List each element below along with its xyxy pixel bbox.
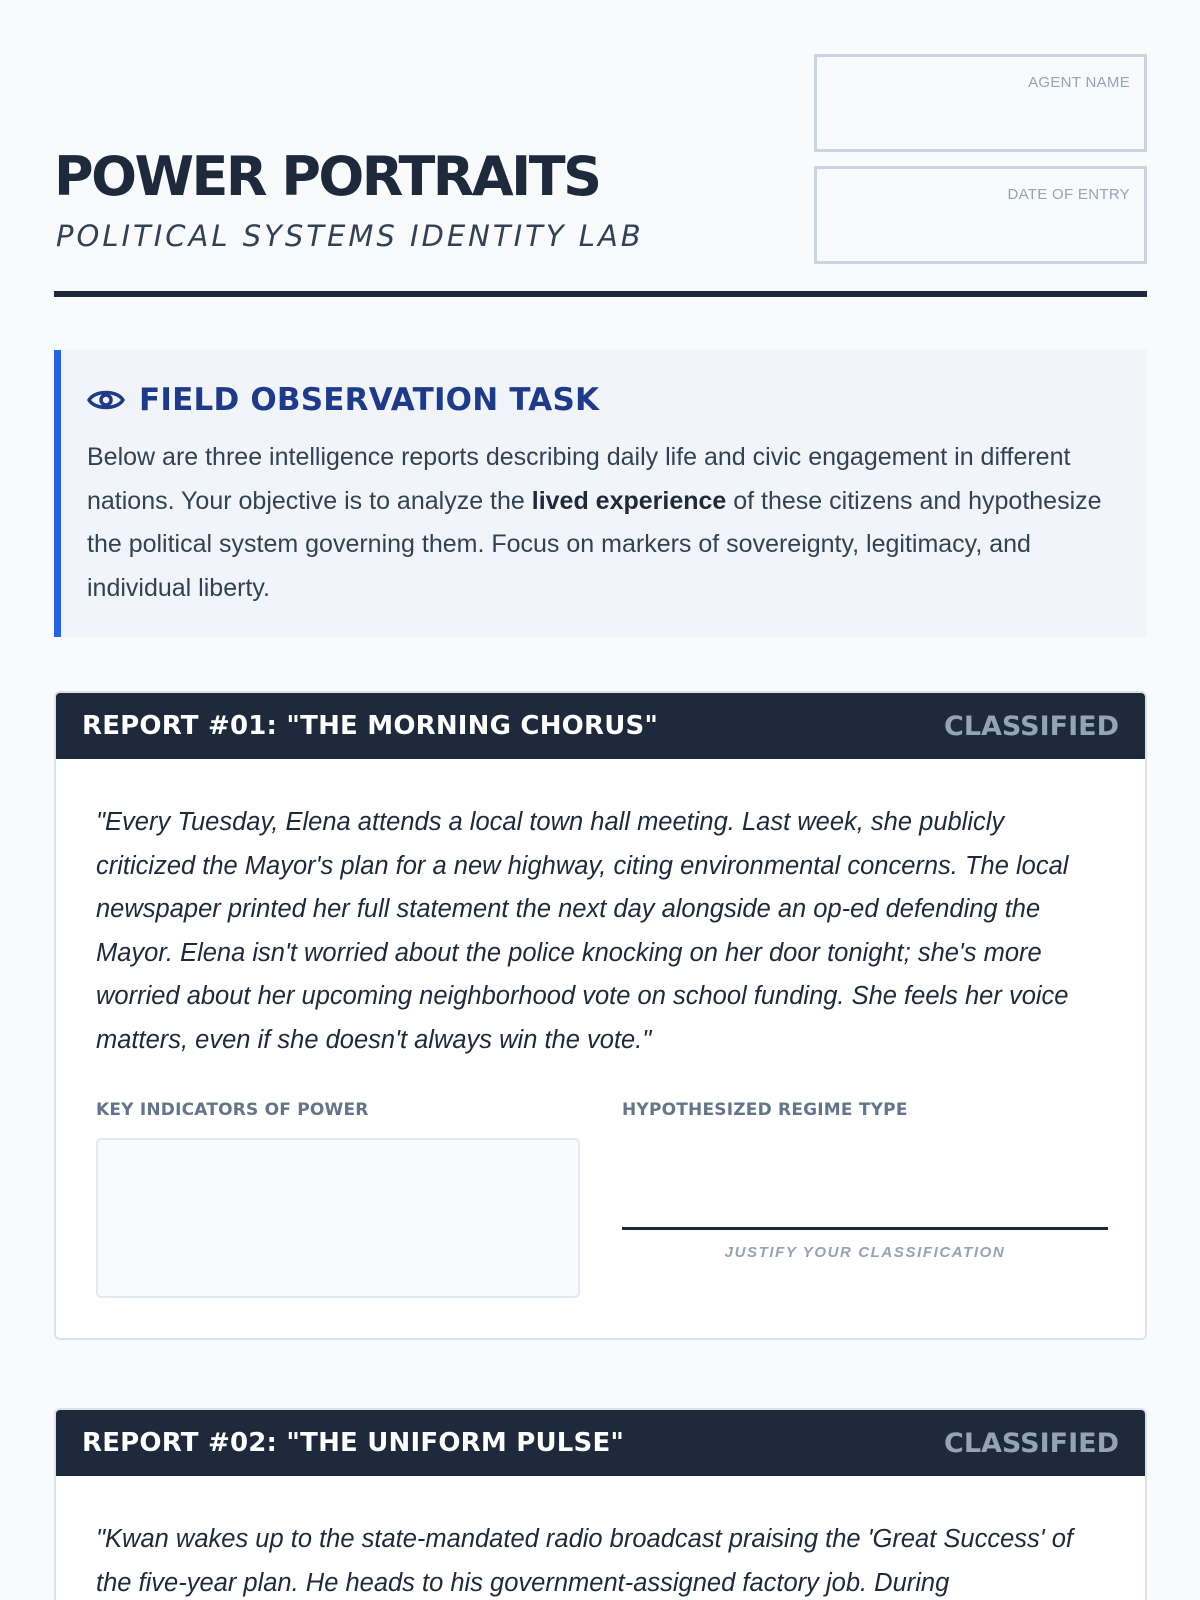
classified-badge: CLASSIFIED: [944, 1427, 1119, 1459]
regime-type-label: HYPOTHESIZED REGIME TYPE: [622, 1100, 908, 1120]
task-instructions: [87, 436, 1121, 610]
report-card-01: [54, 691, 1147, 1340]
task-text-emphasis: lived experience: [531, 486, 727, 515]
task-text-end: of these citizens and hypothesize the political system governing them. Focus on markers of sovereignty, legitimacy, and individual liberty.: [87, 486, 1102, 602]
task-title: FIELD OBSERVATION TASK: [139, 382, 600, 418]
date-of-entry-label: DATE OF ENTRY: [1007, 186, 1130, 203]
report-title: REPORT #01: "THE MORNING CHORUS": [82, 711, 659, 741]
worksheet-page: [54, 0, 1147, 1597]
report-header-bar: [56, 693, 1145, 759]
analysis-fields: [56, 1100, 1145, 1330]
regime-type-input-line[interactable]: [622, 1227, 1108, 1230]
report-title: REPORT #02: "THE UNIFORM PULSE": [82, 1428, 625, 1458]
justify-classification-caption: JUSTIFY YOUR CLASSIFICATION: [724, 1244, 1006, 1261]
page-title: POWER PORTRAITS: [54, 145, 600, 208]
eye-icon: [87, 387, 125, 413]
report-card-02: [54, 1408, 1147, 1600]
header-divider: [54, 291, 1147, 297]
key-indicators-label: KEY INDICATORS OF POWER: [96, 1100, 369, 1120]
field-observation-task: [54, 350, 1147, 637]
report-header-bar: [56, 1410, 1145, 1476]
classified-badge: CLASSIFIED: [944, 710, 1119, 742]
agent-name-label: AGENT NAME: [1028, 74, 1130, 91]
key-indicators-input[interactable]: [96, 1138, 580, 1298]
date-of-entry-field[interactable]: [814, 166, 1147, 264]
task-heading: [87, 380, 1121, 420]
report-quote: "Every Tuesday, Elena attends a local town hall meeting. Last week, she publicly criticized the Mayor's plan for a new highway, citing environmental concerns. The local newspaper printed her full statement the next day alongside an op-ed defending the Mayor. Elena isn't worried about the police knocking on her door tonight; she's more worried about her upcoming neighborhood vote on school funding. She feels her voice matters, even if she doesn't always win the vote.": [96, 808, 1069, 1054]
page-subtitle: POLITICAL SYSTEMS IDENTITY LAB: [56, 219, 644, 253]
report-quote: "Kwan wakes up to the state-mandated radio broadcast praising the 'Great Success' of the five-year plan. He heads to his government-assigned factory job. During: [96, 1525, 1073, 1597]
task-text-start: Below are three intelligence reports describing daily life and civic engagement in different nations. Your objective is to analyze the: [87, 443, 1071, 515]
worksheet-header: [54, 0, 1147, 300]
agent-name-field[interactable]: [814, 54, 1147, 152]
